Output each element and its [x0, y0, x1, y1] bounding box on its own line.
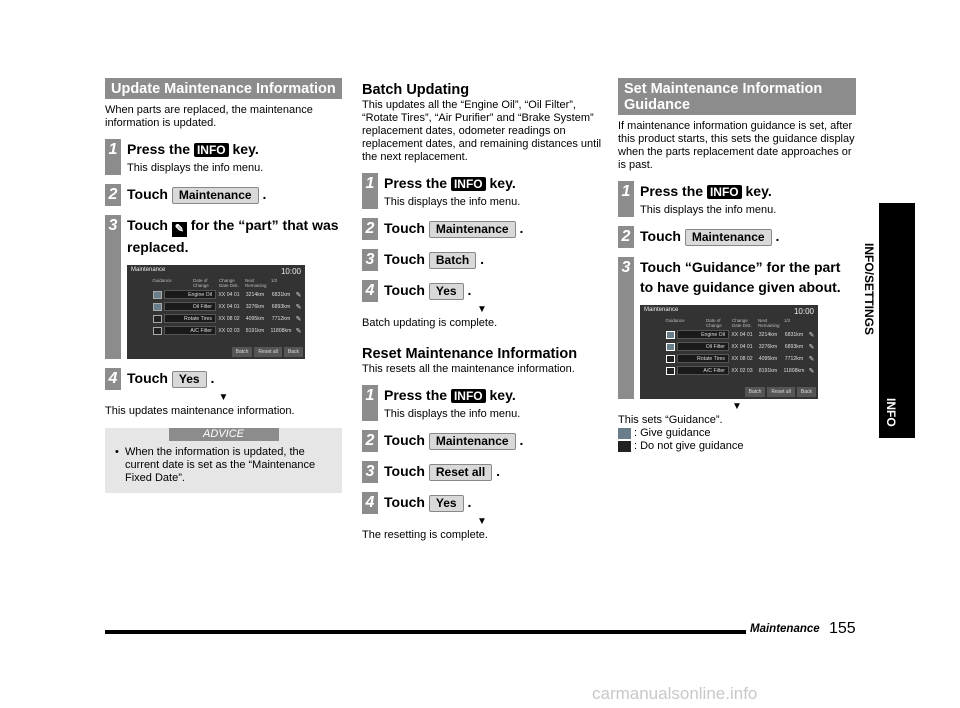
- col-change: Change Date Dist.: [219, 278, 239, 288]
- check-icon: [666, 343, 675, 351]
- maintenance-screenshot: [640, 305, 818, 399]
- step-prefix: Touch: [127, 186, 168, 202]
- step-prefix: Press the: [127, 141, 191, 157]
- step-3: [105, 215, 342, 359]
- step-suffix: .: [480, 251, 484, 267]
- step-1: [362, 173, 602, 209]
- col-next: Next Remaining: [245, 278, 267, 288]
- col-date: Date of Change: [706, 318, 722, 328]
- step-suffix: .: [467, 282, 472, 298]
- step-number: 1: [362, 173, 378, 209]
- screen-title: Maintenance: [644, 307, 679, 313]
- step-2: [362, 218, 602, 240]
- table-row: Oil Filter XX 04 01 3276km 6893km ✎: [666, 341, 818, 352]
- down-arrow-icon: ▼: [732, 401, 742, 412]
- maintenance-button: Maintenance: [685, 229, 772, 246]
- maintenance-button: Maintenance: [172, 187, 259, 204]
- step-text: Touch “Guidance” for the part to have guidance given about.: [640, 259, 841, 295]
- wrench-icon: ✎: [808, 367, 815, 375]
- step-prefix: Touch: [384, 494, 425, 510]
- step-suffix: .: [467, 494, 472, 510]
- step-prefix: Touch: [384, 251, 425, 267]
- table-row: Oil Filter XX 04 01 3276km 6893km ✎: [153, 301, 305, 312]
- step-number: 1: [105, 139, 121, 175]
- step-number: 4: [362, 280, 378, 302]
- step-1: [362, 385, 602, 421]
- reset-all-button: Reset all: [254, 347, 281, 357]
- step-number: 2: [362, 218, 378, 240]
- step-sub: This displays the info menu.: [640, 204, 777, 216]
- down-arrow-icon: ▼: [477, 304, 487, 315]
- section-title-guidance: Set Maintenance Information Guidance: [618, 78, 856, 115]
- page-indicator: 1/2: [784, 318, 791, 323]
- result-text: The resetting is complete.: [362, 529, 488, 541]
- maintenance-button: Maintenance: [429, 433, 516, 450]
- step-2: [618, 226, 856, 248]
- intro-batch: This updates all the “Engine Oil”, “Oil Filter”, “Rotate Tires”, “Air Purifier” and “Brake System” replacement dates, odometer readings on replacement dates, and remaining distances until the next replacement.: [362, 99, 602, 163]
- step-number: 3: [362, 249, 378, 271]
- legend-give: : Give guidance: [618, 427, 856, 440]
- step-suffix: .: [262, 186, 267, 202]
- page-indicator: 1/2: [271, 278, 278, 283]
- column-batch-updating: [362, 78, 602, 542]
- advice-label: ADVICE: [169, 428, 279, 441]
- col-guidance: Guidance: [152, 278, 172, 283]
- yes-button: Yes: [429, 283, 464, 300]
- footer-label: Maintenance: [750, 623, 820, 635]
- info-key: INFO: [451, 389, 486, 403]
- footer-rule: [105, 630, 746, 634]
- section-title-batch: Batch Updating: [362, 82, 470, 98]
- down-arrow-icon: ▼: [477, 516, 487, 527]
- table-row: A/C Filter XX 02 03 8191km 11808km ✎: [153, 325, 305, 336]
- uncheck-icon: [666, 367, 675, 375]
- info-key: INFO: [707, 185, 742, 199]
- col-guidance: Guidance: [665, 318, 685, 323]
- check-icon: [618, 428, 631, 439]
- uncheck-icon: [153, 315, 162, 323]
- result-text: This sets “Guidance”.: [618, 414, 723, 426]
- step-prefix: Touch: [384, 282, 425, 298]
- watermark: carmanualsonline.info: [592, 684, 758, 703]
- step-prefix: Touch: [127, 370, 168, 386]
- step-3: [362, 249, 602, 271]
- check-icon: [153, 291, 162, 299]
- step-4: [105, 368, 342, 390]
- step-suffix: .: [775, 228, 780, 244]
- step-number: 1: [618, 181, 634, 217]
- side-tab-section: INFO/SETTINGS: [862, 243, 876, 336]
- step-1: [105, 139, 342, 175]
- step-prefix: Press the: [384, 175, 448, 191]
- step-4: [362, 280, 602, 302]
- section-title-reset: Reset Maintenance Information: [362, 346, 578, 362]
- step-3: [362, 461, 602, 483]
- wrench-icon: ✎: [295, 327, 302, 335]
- maintenance-button: Maintenance: [429, 221, 516, 238]
- step-number: 3: [105, 215, 121, 359]
- back-button: Back: [797, 387, 816, 397]
- step-prefix: Touch: [384, 432, 425, 448]
- step-3: [618, 257, 856, 399]
- wrench-icon: ✎: [295, 303, 302, 311]
- wrench-icon: ✎: [295, 291, 302, 299]
- step-suffix: .: [519, 432, 524, 448]
- step-suffix: key.: [489, 175, 516, 191]
- reset-all-button: Reset all: [767, 387, 794, 397]
- step-prefix: Press the: [384, 387, 448, 403]
- intro-reset: This resets all the maintenance information.: [362, 363, 575, 375]
- uncheck-icon: [666, 355, 675, 363]
- page-number: 155: [829, 620, 856, 637]
- step-number: 4: [362, 492, 378, 514]
- wrench-icon: ✎: [172, 222, 187, 237]
- intro-update: When parts are replaced, the maintenance information is updated.: [105, 104, 313, 129]
- step-number: 3: [618, 257, 634, 399]
- screen-time: 10:00: [793, 307, 814, 316]
- col-change: Change Date Dist.: [732, 318, 752, 328]
- table-row: Rotate Tires XX 08 02 4095km 7712km ✎: [666, 353, 818, 364]
- uncheck-icon: [153, 327, 162, 335]
- table-row: Rotate Tires XX 08 02 4095km 7712km ✎: [153, 313, 305, 324]
- col-next: Next Remaining: [758, 318, 780, 328]
- yes-button: Yes: [172, 371, 207, 388]
- screen-title: Maintenance: [131, 267, 166, 273]
- maintenance-screenshot: [127, 265, 305, 359]
- batch-button: Batch: [745, 387, 766, 397]
- wrench-icon: ✎: [808, 355, 815, 363]
- screen-time: 10:00: [280, 267, 301, 276]
- result-text: This updates maintenance information.: [105, 405, 295, 417]
- table-row: Engine Oil XX 04 01 3214km 6831km ✎: [153, 289, 305, 300]
- step-sub: This displays the info menu.: [127, 162, 264, 174]
- step-number: 2: [362, 430, 378, 452]
- advice-box: [105, 428, 342, 493]
- step-4: [362, 492, 602, 514]
- step-prefix: Touch: [384, 463, 425, 479]
- step-suffix: .: [496, 463, 500, 479]
- step-number: 2: [618, 226, 634, 248]
- down-arrow-icon: ▼: [218, 392, 229, 403]
- step-suffix: .: [519, 220, 524, 236]
- step-2: [362, 430, 602, 452]
- step-sub: This displays the info menu.: [384, 196, 521, 208]
- side-tab-chapter: INFO: [884, 398, 898, 427]
- step-suffix: key.: [745, 183, 772, 199]
- info-key: INFO: [451, 177, 486, 191]
- step-sub: This displays the info menu.: [384, 408, 521, 420]
- column-set-guidance: [618, 78, 856, 453]
- info-key: INFO: [194, 143, 229, 157]
- step-number: 3: [362, 461, 378, 483]
- step-prefix: Press the: [640, 183, 704, 199]
- wrench-icon: ✎: [808, 331, 815, 339]
- check-icon: [666, 331, 675, 339]
- uncheck-icon: [618, 441, 631, 452]
- wrench-icon: ✎: [808, 343, 815, 351]
- step-suffix: key.: [232, 141, 259, 157]
- check-icon: [153, 303, 162, 311]
- column-update-maintenance: [105, 78, 342, 493]
- table-row: Engine Oil XX 04 01 3214km 6831km ✎: [666, 329, 818, 340]
- intro-guidance: If maintenance information guidance is set, after this product starts, this sets the guidance display when the parts replacement date approaches or is past.: [618, 120, 855, 171]
- advice-text: • When the information is updated, the current date is set as the “Maintenance Fixed Date”.: [105, 441, 342, 485]
- step-prefix: Touch: [127, 217, 168, 233]
- section-title-update: Update Maintenance Information: [105, 78, 342, 99]
- step-suffix: .: [210, 370, 215, 386]
- legend-not: : Do not give guidance: [618, 440, 856, 453]
- step-number: 4: [105, 368, 121, 390]
- table-row: A/C Filter XX 02 03 8191km 11808km ✎: [666, 365, 818, 376]
- reset-all-button: Reset all: [429, 464, 492, 481]
- result-text: Batch updating is complete.: [362, 317, 498, 329]
- step-prefix: Touch: [384, 220, 425, 236]
- step-suffix: for the “part” that was replaced.: [127, 217, 339, 255]
- col-date: Date of Change: [193, 278, 209, 288]
- step-2: [105, 184, 342, 206]
- step-prefix: Touch: [640, 228, 681, 244]
- step-number: 2: [105, 184, 121, 206]
- wrench-icon: ✎: [295, 315, 302, 323]
- batch-button: Batch: [232, 347, 253, 357]
- back-button: Back: [284, 347, 303, 357]
- step-number: 1: [362, 385, 378, 421]
- step-1: [618, 181, 856, 217]
- step-suffix: key.: [489, 387, 516, 403]
- yes-button: Yes: [429, 495, 464, 512]
- batch-button: Batch: [429, 252, 476, 269]
